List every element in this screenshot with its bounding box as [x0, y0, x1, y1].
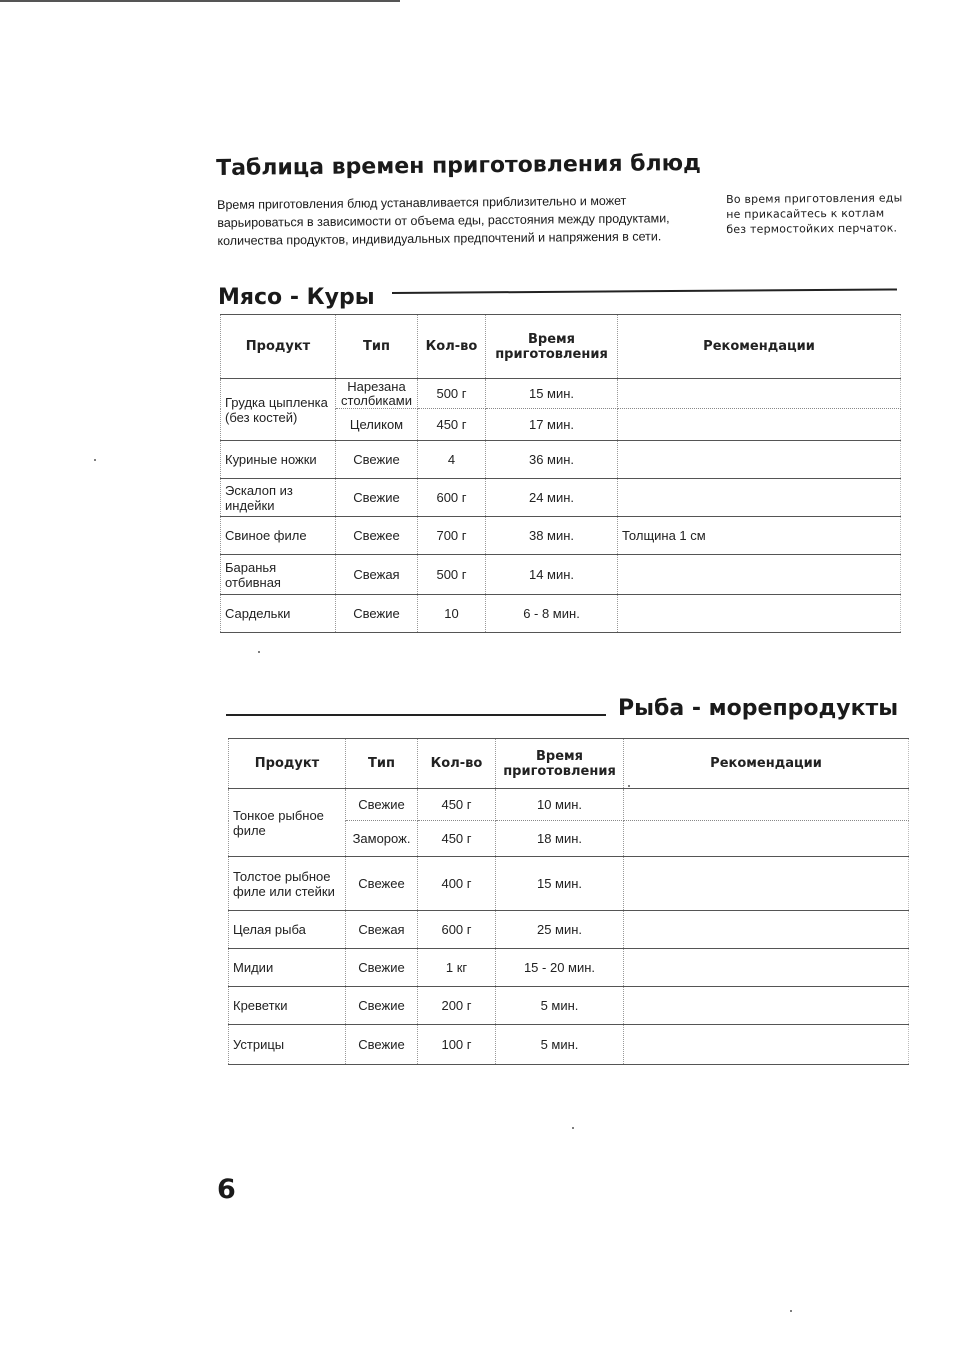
time-cell: 15 - 20 мин. — [496, 949, 624, 987]
time-cell: 25 мин. — [496, 911, 624, 949]
type-cell: Свежее — [336, 517, 418, 555]
table-row — [229, 949, 909, 987]
product-cell: Сардельки — [221, 595, 336, 633]
time-cell: 17 мин. — [486, 409, 618, 441]
qty-cell: 400 г — [418, 857, 496, 911]
table-row — [229, 987, 909, 1025]
recommendation-cell — [624, 987, 909, 1025]
type-cell: Целиком — [336, 409, 418, 441]
table-row — [221, 517, 901, 555]
fish-section-title: Рыба - морепродукты — [618, 696, 899, 721]
table-row — [221, 379, 901, 409]
product-cell: Мидии — [229, 949, 346, 987]
product-cell: Креветки — [229, 987, 346, 1025]
header-qty: Кол-во — [418, 315, 486, 379]
recommendation-cell — [624, 821, 909, 857]
header-type: Тип — [346, 739, 418, 789]
recommendation-cell — [618, 479, 901, 517]
time-cell: 36 мин. — [486, 441, 618, 479]
qty-cell: 500 г — [418, 379, 486, 409]
meat-table — [220, 314, 901, 633]
recommendation-cell — [618, 409, 901, 441]
scan-speck — [628, 785, 630, 787]
type-cell: Нарезана столбиками — [336, 379, 418, 409]
header-recommendations: Рекомендации — [618, 315, 901, 379]
qty-cell: 700 г — [418, 517, 486, 555]
header-time: Время приготовления — [496, 739, 624, 789]
table-row — [221, 555, 901, 595]
fish-section-rule — [226, 714, 606, 716]
recommendation-cell — [618, 595, 901, 633]
scan-speck — [790, 1310, 792, 1312]
header-product: Продукт — [229, 739, 346, 789]
recommendation-cell — [624, 857, 909, 911]
time-cell: 18 мин. — [496, 821, 624, 857]
meat-section-rule — [392, 288, 897, 294]
header-qty: Кол-во — [418, 739, 496, 789]
header-time: Время приготовления — [486, 315, 618, 379]
recommendation-cell — [624, 949, 909, 987]
table-row — [221, 479, 901, 517]
recommendation-cell — [624, 789, 909, 821]
type-cell: Свежие — [336, 479, 418, 517]
time-cell: 24 мин. — [486, 479, 618, 517]
recommendation-cell: Толщина 1 см — [618, 517, 901, 555]
qty-cell: 450 г — [418, 789, 496, 821]
product-cell: Эскалоп из индейки — [221, 479, 336, 517]
product-cell: Грудка цыпленка (без костей) — [221, 379, 336, 441]
product-cell: Целая рыба — [229, 911, 346, 949]
qty-cell: 450 г — [418, 821, 496, 857]
scan-speck — [572, 1127, 574, 1129]
header-product: Продукт — [221, 315, 336, 379]
qty-cell: 10 — [418, 595, 486, 633]
time-cell: 5 мин. — [496, 1025, 624, 1065]
time-cell: 15 мин. — [486, 379, 618, 409]
time-cell: 14 мин. — [486, 555, 618, 595]
product-cell: Тонкое рыбное филе — [229, 789, 346, 857]
page-title: Таблица врeмен приготовления блюд — [216, 150, 701, 181]
type-cell: Свежие — [336, 595, 418, 633]
recommendation-cell — [618, 379, 901, 409]
recommendation-cell — [624, 1025, 909, 1065]
time-cell: 38 мин. — [486, 517, 618, 555]
recommendation-cell — [624, 911, 909, 949]
product-cell: Устрицы — [229, 1025, 346, 1065]
qty-cell: 450 г — [418, 409, 486, 441]
table-row — [229, 789, 909, 821]
qty-cell: 1 кг — [418, 949, 496, 987]
table-row — [221, 595, 901, 633]
product-cell: Свиное филе — [221, 517, 336, 555]
product-cell: Толстое рыбное филе или стейки — [229, 857, 346, 911]
type-cell: Свежие — [346, 987, 418, 1025]
type-cell: Свежие — [346, 789, 418, 821]
warning-note: Во время приготовления еды не прикасайтесь к котлам без термостойких перчаток. — [726, 191, 903, 236]
recommendation-cell — [618, 441, 901, 479]
product-cell: Куриные ножки — [221, 441, 336, 479]
type-cell: Свежая — [346, 911, 418, 949]
meat-section-title: Мясо - Куры — [218, 285, 375, 310]
fish-table — [228, 738, 909, 1065]
table-row — [229, 911, 909, 949]
type-cell: Свежие — [346, 949, 418, 987]
time-cell: 6 - 8 мин. — [486, 595, 618, 633]
time-cell: 15 мин. — [496, 857, 624, 911]
type-cell: Заморож. — [346, 821, 418, 857]
table-row — [221, 441, 901, 479]
scan-speck — [94, 459, 96, 461]
qty-cell: 600 г — [418, 479, 486, 517]
table-row — [229, 857, 909, 911]
qty-cell: 200 г — [418, 987, 496, 1025]
type-cell: Свежая — [336, 555, 418, 595]
intro-paragraph: Время приготовления блюд устанавливается приблизительно и может варьироваться в зависимости от объема еды, расстояния между продуктами, количества продуктов, индивидуальных предпочтений и напряжения в сети. — [217, 193, 670, 248]
header-recommendations: Рекомендации — [624, 739, 909, 789]
qty-cell: 500 г — [418, 555, 486, 595]
scan-speck — [258, 651, 260, 653]
header-type: Тип — [336, 315, 418, 379]
type-cell: Свежие — [346, 1025, 418, 1065]
qty-cell: 100 г — [418, 1025, 496, 1065]
top-edge-rule — [0, 0, 400, 2]
page-number: 6 — [217, 1174, 236, 1205]
qty-cell: 600 г — [418, 911, 496, 949]
product-cell: Баранья отбивная — [221, 555, 336, 595]
time-cell: 5 мин. — [496, 987, 624, 1025]
table-row — [229, 1025, 909, 1065]
recommendation-cell — [618, 555, 901, 595]
type-cell: Свежие — [336, 441, 418, 479]
qty-cell: 4 — [418, 441, 486, 479]
time-cell: 10 мин. — [496, 789, 624, 821]
type-cell: Свежее — [346, 857, 418, 911]
